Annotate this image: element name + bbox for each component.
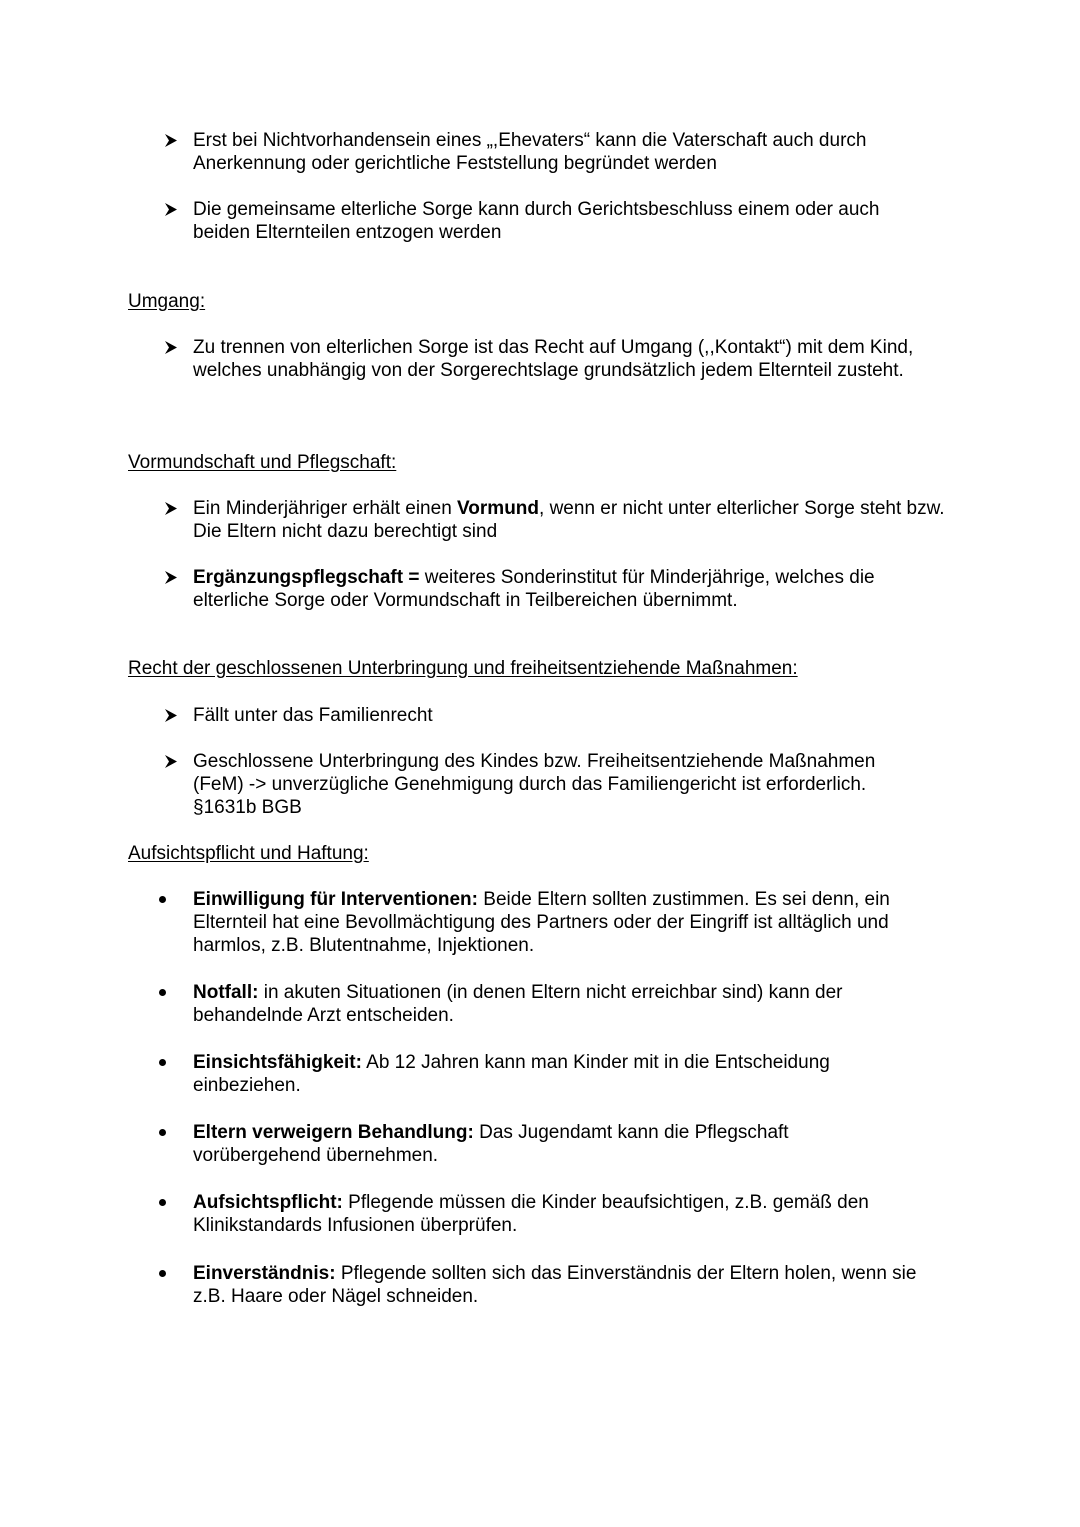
dot-bullet-icon xyxy=(159,989,166,996)
item-text: Fällt unter das Familienrecht xyxy=(193,705,433,726)
dot-item-aufsichtspflicht: Aufsichtspflicht: Pflegende müssen die Kinder beaufsichtigen, z.B. gemäß den Klinikstandards Infusionen überprüfen. xyxy=(193,1191,923,1237)
dot-item-einwilligung: Einwilligung für Interventionen: Beide Eltern sollten zustimmen. Es sei denn, ein Elternteil hat eine Bevollmächtigung des Partners oder der Eingriff ist alltäglich und harmlos, z.B. Blutentnahme, Injektionen. xyxy=(193,888,938,957)
dot-item-einsichtsfaehigkeit: Einsichtsfähigkeit: Ab 12 Jahren kann man Kinder mit in die Entscheidung einbeziehen. xyxy=(193,1051,893,1097)
item-text: Zu trennen von elterlichen Sorge ist das Recht auf Umgang (,,Kontakt“) mit dem Kind, welches unabhängig von der Sorgerechtslage grundsätzlich jedem Elternteil zusteht. xyxy=(193,337,914,381)
arrow-item-sorge-entzug xyxy=(193,198,933,244)
term-vormund: Vormund xyxy=(457,498,540,519)
arrow-bullet-icon xyxy=(163,129,179,152)
term-ergaenzungspflegschaft: Ergänzungspflegschaft = xyxy=(193,567,420,588)
section-heading-unterbringung: Recht der geschlossenen Unterbringung und freiheitsentziehende Maßnahmen: xyxy=(128,658,798,679)
item-text: Die gemeinsame elterliche Sorge kann durch Gerichtsbeschluss einem oder auch beiden Elternteilen entzogen werden xyxy=(193,199,880,243)
item-text: Erst bei Nichtvorhandensein eines „,Ehevaters“ kann die Vaterschaft auch durch Anerkennung oder gerichtliche Feststellung begründet werden xyxy=(193,130,867,174)
arrow-item-fem xyxy=(193,750,923,819)
arrow-bullet-icon xyxy=(163,198,179,221)
arrow-item-ehevater xyxy=(193,129,933,175)
arrow-item-umgang xyxy=(193,336,933,382)
dot-bullet-icon xyxy=(159,1270,166,1277)
item-text: Geschlossene Unterbringung des Kindes bzw. Freiheitsentziehende Maßnahmen (FeM) -> unverzügliche Genehmigung durch das Familiengericht ist erforderlich. §1631b BGB xyxy=(193,751,876,818)
arrow-bullet-icon xyxy=(163,704,179,727)
dot-item-einverstaendnis: Einverständnis: Pflegende sollten sich das Einverständnis der Eltern holen, wenn sie z.B. Haare oder Nägel schneiden. xyxy=(193,1262,933,1308)
section-heading-aufsichtspflicht: Aufsichtspflicht und Haftung: xyxy=(128,843,369,864)
section-heading-umgang: Umgang: xyxy=(128,291,206,312)
dot-item-notfall: Notfall: in akuten Situationen (in denen Eltern nicht erreichbar sind) kann der behandelnde Arzt entscheiden. xyxy=(193,981,893,1027)
dot-item-behandlung: Eltern verweigern Behandlung: Das Jugendamt kann die Pflegschaft vorübergehend übernehmen. xyxy=(193,1121,853,1167)
dot-bullet-icon xyxy=(159,1059,166,1066)
arrow-item-ergaenzungspflegschaft: Ergänzungspflegschaft = weiteres Sonderinstitut für Minderjährige, welches die elterliche Sorge oder Vormundschaft in Teilbereichen übernimmt. xyxy=(193,566,933,612)
dot-bullet-icon xyxy=(159,1199,166,1206)
arrow-item-familienrecht xyxy=(193,704,933,727)
arrow-bullet-icon xyxy=(163,750,179,773)
arrow-bullet-icon xyxy=(163,497,179,520)
dot-bullet-icon xyxy=(159,896,166,903)
arrow-bullet-icon xyxy=(163,566,179,589)
dot-bullet-icon xyxy=(159,1129,166,1136)
section-heading-vormundschaft: Vormundschaft und Pflegschaft: xyxy=(128,452,397,473)
arrow-item-vormund: Ein Minderjähriger erhält einen Vormund, wenn er nicht unter elterlicher Sorge steht bzw. Die Eltern nicht dazu berechtigt sind xyxy=(193,497,953,543)
arrow-bullet-icon xyxy=(163,336,179,359)
